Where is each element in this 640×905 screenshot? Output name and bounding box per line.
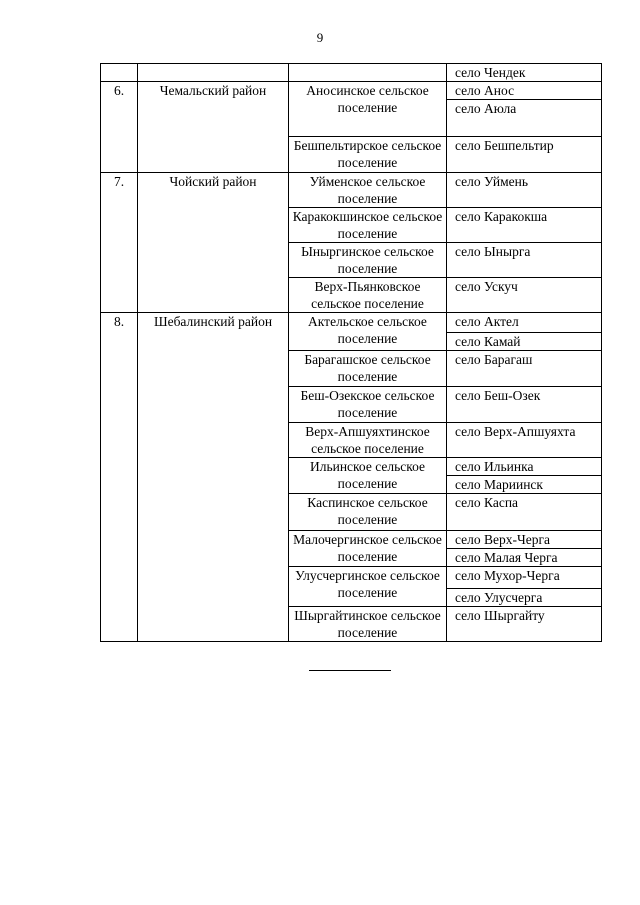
- village-cell: село Мухор-Черга: [447, 567, 602, 589]
- village-cell: село Каракокша: [447, 208, 602, 243]
- settlement-cell: Каспинское сельское поселение: [289, 494, 447, 531]
- settlement-cell: Барагашское сельское поселение: [289, 351, 447, 387]
- table-row: [101, 82, 602, 100]
- settlement-cell: Ыныргинское сельское поселение: [289, 243, 447, 278]
- settlement-cell: Шыргайтинское сельское поселение: [289, 607, 447, 642]
- row-number-cell: [101, 64, 138, 82]
- settlement-cell: [289, 64, 447, 82]
- settlement-cell: Улусчергинское сельское поселение: [289, 567, 447, 607]
- settlement-cell: Аносинское сельское поселение: [289, 82, 447, 137]
- district-cell: [138, 64, 289, 82]
- village-cell: село Шыргайту: [447, 607, 602, 642]
- settlement-cell: Бешпельтирское сельское поселение: [289, 137, 447, 173]
- row-number-cell: 8.: [101, 313, 138, 642]
- settlement-cell: Верх-Пьянковское сельское поселение: [289, 278, 447, 313]
- settlement-cell: Беш-Озекское сельское поселение: [289, 387, 447, 423]
- table-row: [101, 313, 602, 333]
- settlement-cell: Малочергинское сельское поселение: [289, 531, 447, 567]
- table-row: [101, 64, 602, 82]
- village-cell: село Беш-Озек: [447, 387, 602, 423]
- settlement-cell: Актельское сельское поселение: [289, 313, 447, 351]
- village-cell: село Аюла: [447, 100, 602, 137]
- village-cell: село Барагаш: [447, 351, 602, 387]
- settlement-cell: Верх-Апшуяхтинское сельское поселение: [289, 423, 447, 458]
- district-cell: Чемальский район: [138, 82, 289, 173]
- end-of-document-line: [309, 670, 391, 671]
- village-cell: село Уймень: [447, 173, 602, 208]
- village-cell: село Камай: [447, 333, 602, 351]
- district-cell: Чойский район: [138, 173, 289, 313]
- settlement-cell: Ильинское сельское поселение: [289, 458, 447, 494]
- table-row: [101, 173, 602, 208]
- row-number-cell: 6.: [101, 82, 138, 173]
- settlements-table: [100, 63, 602, 642]
- village-cell: село Мариинск: [447, 476, 602, 494]
- village-cell: село Ильинка: [447, 458, 602, 476]
- settlement-cell: Каракокшинское сельское поселение: [289, 208, 447, 243]
- village-cell: село Ускуч: [447, 278, 602, 313]
- village-cell: село Верх-Черга: [447, 531, 602, 549]
- village-cell: село Ынырга: [447, 243, 602, 278]
- village-cell: село Актел: [447, 313, 602, 333]
- village-cell: село Малая Черга: [447, 549, 602, 567]
- row-number-cell: 7.: [101, 173, 138, 313]
- village-cell: село Верх-Апшуяхта: [447, 423, 602, 458]
- village-cell: село Анос: [447, 82, 602, 100]
- village-cell: село Чендек: [447, 64, 602, 82]
- page-number: 9: [316, 30, 324, 45]
- settlement-cell: Уйменское сельское поселение: [289, 173, 447, 208]
- village-cell: село Улусчерга: [447, 589, 602, 607]
- village-cell: село Бешпельтир: [447, 137, 602, 173]
- village-cell: село Каспа: [447, 494, 602, 531]
- district-cell: Шебалинский район: [138, 313, 289, 642]
